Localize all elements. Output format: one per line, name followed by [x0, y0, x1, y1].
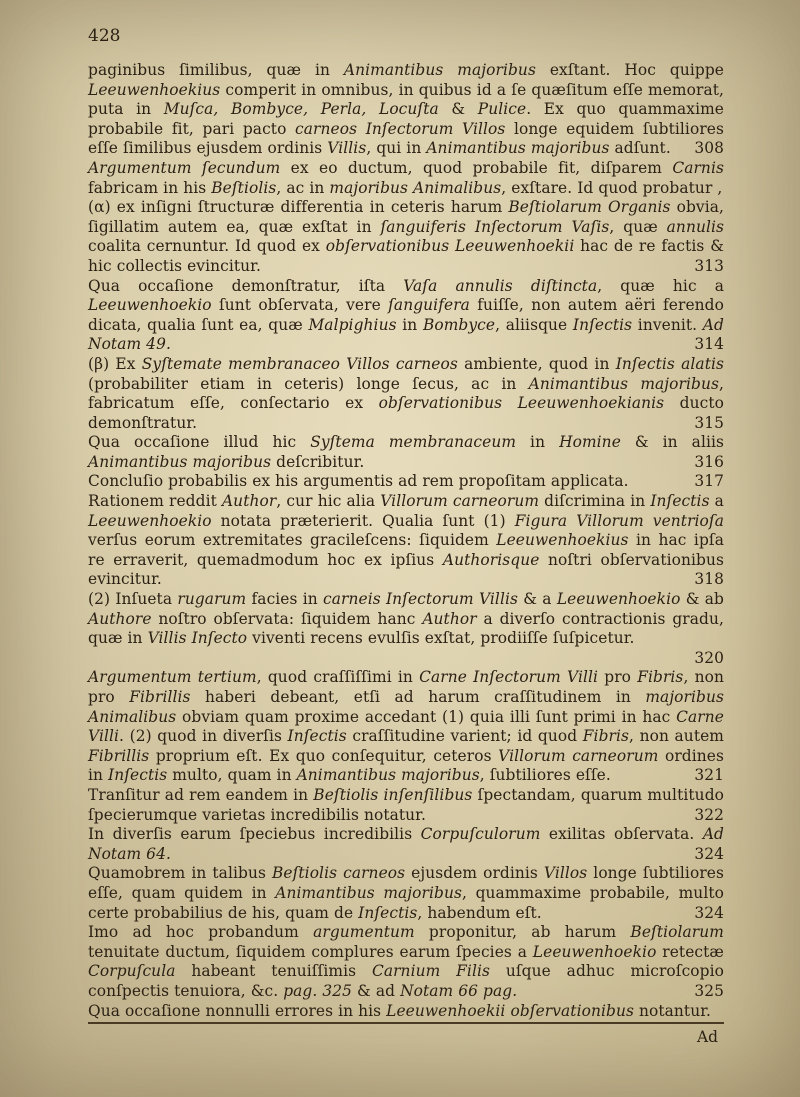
text-segment: fuiſſe, non autem aëri ferendo dicata, qualia ſunt ea, quæ [88, 296, 724, 334]
text-segment: (β) Ex [88, 354, 142, 373]
italic-text-segment: Animantibus majoribus [528, 374, 719, 393]
text-segment: . Ex quo quammaxime probabile fit, pari pacto [88, 100, 724, 138]
text-segment: ducto demonſtratur. [88, 394, 724, 432]
text-segment: . (2) quod in diverſis [119, 727, 288, 746]
text-segment: , habendum eſt. [417, 903, 542, 922]
text-segment: diſcrimina in [539, 492, 651, 511]
text-segment: proprium eſt. Ex quo conſequitur, ceteros [149, 746, 499, 765]
text-segment: ambiente, quod in [457, 354, 616, 373]
entry-page-ref: 321 [694, 766, 724, 785]
entry-text [88, 1002, 711, 1020]
text-segment: obvia, ſigillatim autem ea, quæ exſtat in [88, 198, 724, 236]
italic-text-segment: Argumentum tertium [88, 668, 257, 687]
italic-text-segment: obſervationibus Leeuwenhoekii [325, 237, 575, 256]
entry-text [88, 923, 724, 1000]
italic-text-segment: Syſtema membranaceum [310, 433, 517, 452]
text-segment: verſus eorum extremitates gracileſcens: ſiquidem [88, 531, 497, 550]
entry-page-ref: 316 [694, 452, 724, 471]
italic-text-segment: Animantibus majoribus [275, 883, 462, 902]
text-segment: notantur. [633, 1001, 711, 1020]
italic-text-segment: Corpuſculorum [420, 825, 541, 844]
entries [88, 61, 724, 1024]
italic-text-segment: Authorisque [442, 550, 540, 569]
italic-text-segment: Leeuwenhoekio [88, 296, 212, 315]
italic-text-segment: rugarum [177, 590, 247, 609]
italic-text-segment: Villorum carneorum [498, 746, 659, 765]
italic-text-segment: Inſectis [287, 727, 347, 746]
text-segment: , non pro [88, 668, 724, 706]
entry-text [88, 277, 724, 354]
entry-page-ref: 324 [694, 903, 724, 922]
text-segment: exſtant. Hoc quippe [535, 61, 724, 79]
page-header [88, 26, 724, 46]
text-segment: craſſitudine varient; id quod [346, 727, 583, 746]
italic-text-segment: Author [422, 609, 477, 628]
italic-text-segment: ſanguiferis Inſectorum Vaſis [380, 217, 610, 236]
text-segment: comperit in omnibus, in quibus id a ſe quæſitum eſſe memorat, puta in [88, 80, 724, 119]
entry-text [88, 786, 724, 824]
text-segment: (2) Inſueta [88, 590, 178, 609]
index-entry [88, 61, 724, 159]
italic-text-segment: Beſtiolis [271, 864, 338, 883]
text-segment: fabricam in his [88, 178, 212, 197]
entry-page-ref: 324 [694, 844, 724, 863]
text-segment: noſtri obſervationibus evincitur. [88, 550, 724, 589]
index-entry [88, 433, 724, 472]
text-segment: , quæ hic a [597, 276, 724, 295]
italic-text-segment: Villorum carneorum [380, 492, 540, 511]
text-segment: a [709, 492, 724, 511]
entry-text [88, 433, 724, 471]
italic-text-segment: carneos [343, 864, 406, 883]
index-entry [88, 277, 724, 355]
italic-text-segment: Beſtiolarum Organis [508, 198, 671, 217]
italic-text-segment: Figura Villorum ventrioſa [514, 511, 724, 530]
italic-text-segment: Ad Notam 49. [88, 315, 724, 354]
italic-text-segment: pag. 325 [283, 981, 353, 1000]
index-entry [88, 1002, 724, 1025]
italic-text-segment: Bombyce [422, 315, 496, 334]
italic-text-segment: Pulice [477, 100, 527, 119]
italic-text-segment: obſervationibus Leeuwenhoekianis [378, 394, 665, 413]
text-segment: deſcribitur. [271, 452, 365, 471]
text-segment: in hac ipſa re erraverit, quemadmodum hoc ex ipſius [88, 531, 724, 569]
italic-text-segment: Inſectis [108, 766, 168, 785]
italic-text-segment: Carnis [672, 158, 724, 177]
index-entry [88, 198, 724, 276]
text-segment: longe ſubtiliores eſſe, quam quidem in [88, 864, 724, 902]
italic-text-segment: carneis Inſectorum Villis [323, 590, 518, 609]
text-segment: facies in [246, 590, 324, 609]
italic-text-segment: Carne Villi [88, 707, 724, 746]
text-segment: ſpectandam, quarum multitudo ſpecierumque varietas incredibilis notatur. [88, 785, 725, 824]
text-segment: Rationem reddit [88, 492, 222, 511]
text-segment: retectæ [656, 942, 724, 961]
text-segment: tenuitate ductum, ſiquidem complures earum ſpecies a [88, 942, 533, 961]
text-segment: , aliisque [495, 315, 573, 334]
entry-text [88, 61, 724, 157]
entry-page-ref: 320 [694, 648, 724, 667]
entry-page-ref: 317 [694, 472, 724, 491]
text-segment: Qua occaſione nonnulli errores in his [88, 1001, 387, 1020]
text-segment: , fabricatum eſſe, conſectario ex [88, 374, 724, 413]
text-segment: & a [518, 590, 557, 609]
index-entry [88, 668, 724, 786]
italic-text-segment: Leeuwenhoekio [532, 942, 657, 961]
page-number: 428 [88, 26, 121, 46]
text-segment: habeant tenuiſſimis [175, 962, 372, 981]
entry-text [88, 492, 724, 588]
text-segment: in [396, 315, 423, 334]
text-segment: & [438, 100, 478, 119]
italic-text-segment: Inſectis alatis [615, 354, 725, 373]
entry-text [88, 825, 724, 863]
entry-page-ref: 314 [694, 335, 724, 354]
entry-text [88, 355, 724, 432]
entry-page-ref: 322 [694, 805, 724, 824]
text-segment: , quod craſſiſſimi in [256, 668, 420, 687]
italic-text-segment: annulis [666, 217, 725, 236]
italic-text-segment: Leeuwenhoekio [88, 511, 212, 530]
entry-page-ref: 325 [694, 981, 724, 1000]
italic-text-segment: argumentum [313, 923, 415, 942]
italic-text-segment: Syſtemate membranaceo Villos carneos [141, 354, 458, 373]
entry-text [88, 864, 724, 921]
text-segment: notata præterierit. Qualia ſunt (1) [211, 511, 515, 530]
italic-text-segment: Beſtiolarum [630, 923, 724, 942]
text-segment: obviam quam proxime accedant (1) quia illi ſunt primi in hac [176, 707, 677, 726]
entry-text [88, 590, 724, 647]
text-segment: proponitur, ab harum [414, 923, 631, 942]
italic-text-segment: Homine [559, 433, 621, 452]
italic-text-segment: Inſectis [358, 903, 418, 922]
italic-text-segment: carneos Inſectorum Villos [295, 119, 506, 138]
index-entry [88, 786, 724, 825]
text-segment: noſtro obſervata: ſiquidem hanc [151, 609, 423, 628]
catchword-row [88, 1028, 724, 1048]
entry-page-ref: 315 [694, 413, 724, 432]
text-segment: , quæ [609, 217, 667, 236]
text-segment: pro [598, 668, 638, 687]
italic-text-segment: Carne Inſectorum Villi [419, 668, 599, 687]
italic-text-segment: Carnium Filis [371, 962, 490, 981]
index-entry [88, 159, 724, 198]
text-segment: hac de re factis & hic collectis evincitur. [88, 237, 724, 275]
entry-text [88, 472, 629, 490]
italic-text-segment: Inſectis [572, 315, 633, 334]
italic-text-segment: Animantibus majoribus [88, 452, 272, 471]
text-segment: , non autem [629, 727, 725, 746]
italic-text-segment: Leeuwenhoekio [556, 590, 681, 609]
text-segment: & ab [680, 590, 724, 609]
text-segment: Qua occaſione illud hic [88, 433, 311, 452]
text-segment: exilitas obſervata. [540, 825, 703, 844]
text-segment: , ſubtiliores eſſe. [479, 766, 611, 785]
text-segment: adſunt. [609, 139, 671, 158]
index-entry [88, 492, 724, 590]
text-segment: (probabiliter etiam in ceteris) longe ſecus, ac in [88, 374, 529, 393]
text-segment: , ac in [276, 178, 330, 197]
text-segment: , quammaxime probabile, multo certe probabilius de his, quam de [88, 883, 724, 922]
italic-text-segment: Inſectis [650, 492, 710, 511]
text-segment: paginibus ſimilibus, quæ in [88, 61, 344, 79]
entry-page-ref: 313 [694, 256, 724, 275]
italic-text-segment: Animantibus majoribus [296, 766, 480, 785]
text-segment: Qua occaſione demonſtratur, iſta [88, 276, 404, 295]
text-segment: ſunt obſervata, vere [211, 296, 389, 315]
text-segment: ejusdem ordinis [405, 864, 544, 883]
italic-text-segment: Leeuwenhoekius [88, 80, 221, 99]
italic-text-segment: Animantibus majoribus [343, 61, 536, 79]
index-entry [88, 472, 724, 492]
italic-text-segment: Fibrillis [129, 688, 191, 706]
text-segment: , cur hic alia [276, 492, 381, 511]
italic-text-segment: Leeuwenhoekius [496, 531, 629, 550]
text-segment: in [516, 433, 560, 452]
italic-text-segment: Villis [147, 629, 187, 648]
text-segment: (α) ex inſigni ſtructuræ differentia in ceteris harum [88, 198, 509, 217]
catchword: Ad [697, 1028, 718, 1047]
text-segment: Tranſitur ad rem eandem in [88, 785, 314, 804]
italic-text-segment: majoribus Animalibus [329, 178, 502, 197]
text-segment: & ad [352, 981, 401, 1000]
italic-text-segment: Fibrillis [88, 746, 150, 765]
text-segment: ordines in [88, 746, 724, 785]
text-segment: multo, quam in [167, 766, 297, 785]
italic-text-segment: Fibris [637, 668, 684, 687]
italic-text-segment: Animantibus majoribus [426, 139, 610, 158]
italic-text-segment: Villos [543, 864, 588, 883]
italic-text-segment: ſanguifera [388, 296, 470, 315]
index-entry [88, 355, 724, 433]
index-entry [88, 590, 724, 668]
italic-text-segment: Corpuſcula [88, 962, 176, 981]
italic-text-segment: Author [221, 492, 277, 511]
italic-text-segment: Beſtiolis [211, 178, 277, 197]
italic-text-segment: Vaſa annulis diſtincta [403, 276, 598, 295]
text-segment: uſque adhuc microſcopio conſpectis tenuiora, &c. [88, 962, 724, 1000]
text-segment: invenit. [632, 315, 703, 334]
text-segment: , qui in [366, 139, 427, 158]
text-segment: Imo ad hoc probandum [88, 923, 314, 942]
italic-text-segment: Malpighius [308, 315, 397, 334]
entry-text [88, 159, 724, 197]
text-segment: In diverſis earum ſpeciebus incredibilis [88, 825, 421, 844]
italic-text-segment: Ad Notam 64. [88, 825, 724, 863]
italic-text-segment: Beſtiolis inſenſilibus [313, 785, 473, 804]
text-segment: a diverſo contractionis gradu, quæ in [88, 609, 724, 648]
entry-page-ref: 308 [694, 139, 724, 158]
index-entry [88, 864, 724, 923]
index-entry [88, 923, 724, 1001]
text-segment: Quamobrem in talibus [88, 864, 272, 883]
italic-text-segment: Notam 66 pag. [400, 981, 518, 1000]
text-segment: Concluſio probabilis ex his argumentis ad rem propoſitam applicata. [88, 472, 629, 491]
italic-text-segment: Muſca, Bombyce, Perla, Locuſta [163, 100, 439, 119]
text-segment: ex eo ductum, quod probabile fit, diſparem [280, 158, 673, 177]
text-segment: & in aliis [620, 433, 725, 452]
italic-text-segment: Argumentum ſecundum [88, 158, 281, 177]
text-segment: , exſtare. Id quod probatur , [501, 178, 723, 197]
text-segment: viventi recens evulſis exſtat, prodiiſſe ſuſpicetur. [247, 629, 635, 648]
text-segment: longe equidem ſubtiliores eſſe ſimilibus ejusdem ordinis [88, 119, 724, 158]
text-segment: haberi debeant, etſi ad harum craſſitudinem in [190, 688, 646, 706]
text-segment: coalita cernuntur. Id quod ex [88, 237, 326, 256]
italic-text-segment: Leeuwenhoekii obſervationibus [386, 1001, 634, 1020]
entry-page-ref: 318 [694, 570, 724, 589]
entry-text [88, 668, 724, 784]
entry-text [88, 198, 724, 275]
italic-text-segment: Inſecto [191, 629, 248, 648]
italic-text-segment: majoribus Animalibus [88, 688, 724, 726]
italic-text-segment: Authore [88, 609, 152, 628]
index-entry [88, 825, 724, 864]
italic-text-segment: Villis [327, 139, 367, 158]
italic-text-segment: Fibris [582, 727, 630, 746]
